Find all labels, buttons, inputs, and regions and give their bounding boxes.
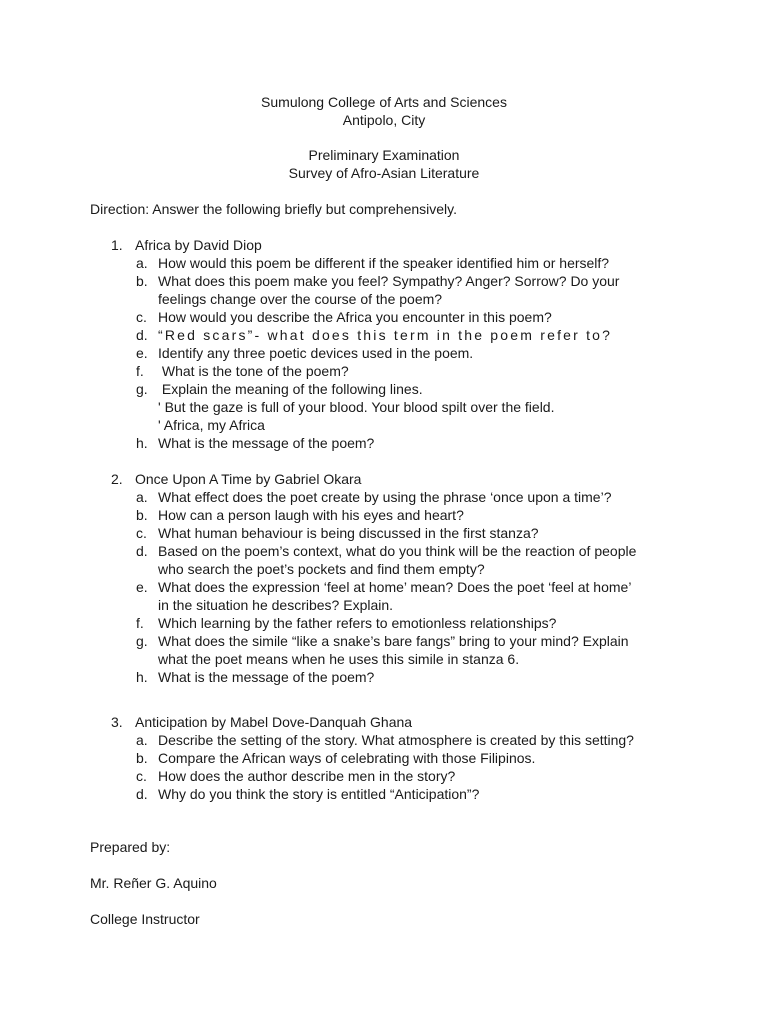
question-3b [136,749,535,767]
institution-header [0,93,768,129]
question-letter: f. [136,615,144,631]
question-text: What does the simile “like a snake’s bare fangs” bring to your mind? Explain [158,633,629,649]
section-title-text: Anticipation by Mabel Dove-Danquah Ghana [135,714,413,730]
question-text: What does this poem make you feel? Sympathy? Anger? Sorrow? Do your [158,273,620,289]
question-3a [136,731,634,749]
question-letter: d. [136,327,148,343]
question-text: How can a person laugh with his eyes and heart? [158,507,464,523]
question-text: Based on the poem’s context, what do you think will be the reaction of people [158,543,637,559]
question-letter: c. [136,525,147,541]
question-text: Explain the meaning of the following lines. [158,381,423,397]
question-1e [136,344,473,362]
question-2e-continued: in the situation he describes? Explain. [158,597,394,613]
course-title: Survey of Afro-Asian Literature [288,165,480,181]
question-letter: d. [136,786,148,802]
question-3d [136,785,479,803]
question-2g-continued: what the poet means when he uses this simile in stanza 6. [158,651,520,667]
school-location: Antipolo, City [342,112,426,128]
question-2h [136,668,374,686]
question-text: What does the expression ‘feel at home’ mean? Does the poet ‘feel at home’ [158,579,632,595]
question-letter: b. [136,750,148,766]
direction-text: Direction: Answer the following briefly but comprehensively. [90,201,458,217]
question-text: Describe the setting of the story. What atmosphere is created by this setting? [158,732,634,748]
section-number: 2. [111,471,123,487]
question-text: What is the message of the poem? [158,435,375,451]
section-number: 3. [111,714,123,730]
question-2e [136,578,631,596]
question-letter: b. [136,273,148,289]
section-title-text: Once Upon A Time by Gabriel Okara [135,471,362,487]
question-2a [136,488,611,506]
question-1h [136,434,374,452]
question-letter: c. [136,768,147,784]
question-text: What effect does the poet create by using the phrase ‘once upon a time’? [158,489,612,505]
question-1a [136,254,609,272]
question-2d [136,542,636,560]
question-letter: d. [136,543,148,559]
question-letter: f. [136,363,144,379]
question-text: Why do you think the story is entitled “Anticipation”? [158,786,480,802]
question-text: How does the author describe men in the story? [158,768,456,784]
instructor-name: Mr. Reñer G. Aquino [90,875,217,891]
question-letter: a. [136,732,148,748]
question-letter: e. [136,345,148,361]
section-title-text: Africa by David Diop [135,237,262,253]
question-text: What is the message of the poem? [158,669,375,685]
school-name: Sumulong College of Arts and Sciences [261,94,507,110]
question-text: What is the tone of the poem? [158,363,349,379]
question-2c [136,524,539,542]
quoted-line-1: ' But the gaze is full of your blood. Your blood spilt over the field. [158,399,555,415]
question-text: Compare the African ways of celebrating with those Filipinos. [158,750,536,766]
section-2-title [111,470,361,488]
quoted-line-2: ' Africa, my Africa [158,417,265,433]
question-letter: g. [136,633,148,649]
question-letter: h. [136,435,148,451]
question-1d [136,326,612,344]
question-letter: a. [136,489,148,505]
question-text: What human behaviour is being discussed in the first stanza? [158,525,539,541]
question-1b [136,272,619,290]
question-text: Identify any three poetic devices used in the poem. [158,345,474,361]
question-text: Which learning by the father refers to emotionless relationships? [158,615,557,631]
section-1-title [111,236,262,254]
question-text: “Red scars”- what does this term in the poem refer to? [158,327,613,343]
question-1c [136,308,552,326]
question-2f [136,614,556,632]
question-letter: c. [136,309,147,325]
question-text: How would this poem be different if the speaker identified him or herself? [158,255,610,271]
question-letter: a. [136,255,148,271]
question-letter: h. [136,669,148,685]
prepared-by-label: Prepared by: [90,839,171,855]
question-2b [136,506,464,524]
question-1b-continued: feelings change over the course of the poem? [158,291,443,307]
question-text: How would you describe the Africa you encounter in this poem? [158,309,552,325]
section-number: 1. [111,237,123,253]
question-1f [136,362,349,380]
instructor-position: College Instructor [90,911,200,927]
question-3c [136,767,455,785]
question-2g [136,632,629,650]
section-3-title [111,713,412,731]
question-letter: b. [136,507,148,523]
question-2d-continued: who search the poet’s pockets and find them empty? [158,561,485,577]
question-1g [136,380,423,398]
question-letter: e. [136,579,148,595]
exam-header [0,146,768,182]
question-letter: g. [136,381,148,397]
exam-title: Preliminary Examination [308,147,460,163]
